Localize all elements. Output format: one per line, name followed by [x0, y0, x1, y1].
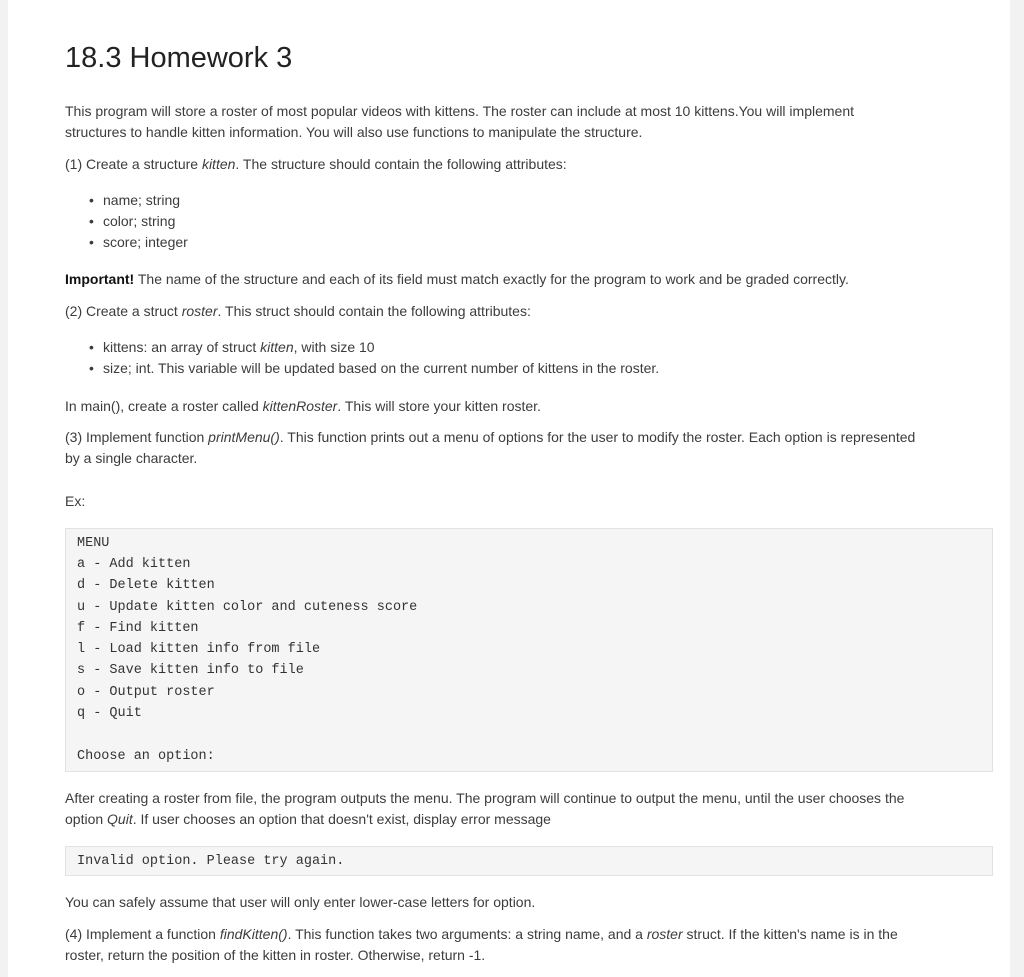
- main-note-prefix: In main(), create a roster called: [65, 398, 263, 414]
- after-menu-line-1: After creating a roster from file, the program outputs the menu. The program will continue to output the menu, until the user chooses the: [65, 790, 905, 806]
- intro-line-1: This program will store a roster of most popular videos with kittens. The roster can include at most 10 kittens.You will implement: [65, 103, 855, 119]
- step-4-em: findKitten(): [219, 926, 288, 942]
- step-1-prefix: (1) Create a structure: [65, 156, 202, 172]
- step-4-suffix: struct. If the kitten's name is in the: [682, 926, 898, 942]
- example-label: Ex:: [65, 493, 86, 509]
- main-note-suffix: . This will store your kitten roster.: [337, 398, 541, 414]
- step-2-em: roster: [181, 303, 218, 319]
- code-line: u - Update kitten color and cuteness score: [77, 600, 418, 615]
- step-2-prefix: (2) Create a struct: [65, 303, 182, 319]
- list-item: • size; int. This variable will be updated based on the current number of kittens in the roster.: [87, 358, 659, 379]
- step-1-paragraph: [65, 154, 993, 175]
- after-menu-line-2-suffix: . If user chooses an option that doesn't exist, display error message: [132, 811, 551, 827]
- step-3-suffix: . This function prints out a menu of options for the user to modify the roster. Each option is represented: [279, 429, 916, 445]
- roster-attr-1-prefix: kittens: an array of struct: [103, 339, 261, 355]
- step-4-middle: . This function takes two arguments: a string name, and a: [287, 926, 647, 942]
- menu-code-block: [65, 528, 993, 772]
- lowercase-note: You can safely assume that user will only enter lower-case letters for option.: [65, 894, 536, 910]
- intro-line-2: structures to handle kitten information. You will also use functions to manipulate the structure.: [65, 124, 643, 140]
- code-line: q - Quit: [77, 706, 142, 721]
- step-3-line-2: by a single character.: [65, 450, 198, 466]
- code-line: l - Load kitten info from file: [77, 642, 321, 657]
- kitten-attribute-list: [87, 190, 188, 253]
- step-3-prefix: (3) Implement function: [65, 429, 209, 445]
- code-line: o - Output roster: [77, 685, 215, 700]
- main-note: [65, 396, 993, 417]
- step-4-line-2: roster, return the position of the kitten in roster. Otherwise, return -1.: [65, 947, 486, 963]
- list-item: • name; string: [87, 190, 188, 211]
- code-line: Invalid option. Please try again.: [77, 854, 345, 869]
- roster-attribute-list: [87, 337, 659, 379]
- step-4-paragraph: [65, 924, 993, 966]
- roster-attr-1-em: kitten: [260, 339, 294, 355]
- important-text: The name of the structure and each of its field must match exactly for the program to work and be graded correctly.: [134, 271, 849, 287]
- step-1-em: kitten: [201, 156, 236, 172]
- page-title: 18.3 Homework 3: [65, 42, 293, 74]
- error-code-block: [65, 846, 993, 876]
- important-label: Important!: [65, 271, 135, 287]
- after-menu-line-2-em: Quit: [107, 811, 133, 827]
- step-2-paragraph: [65, 301, 993, 322]
- list-item: • score; integer: [87, 232, 188, 253]
- code-line: Choose an option:: [77, 749, 215, 764]
- list-item: • color; string: [87, 211, 188, 232]
- step-4-prefix: (4) Implement a function: [65, 926, 220, 942]
- after-menu-line-2-prefix: option: [65, 811, 108, 827]
- step-2-suffix: . This struct should contain the following attributes:: [217, 303, 531, 319]
- important-note: [65, 269, 993, 290]
- roster-attr-1-suffix: , with size 10: [293, 339, 375, 355]
- main-note-em: kittenRoster: [262, 398, 338, 414]
- step-4-em2: roster: [646, 926, 683, 942]
- after-menu-paragraph: [65, 788, 993, 830]
- step-3-paragraph: [65, 427, 993, 469]
- code-line: MENU: [77, 536, 110, 551]
- code-line: f - Find kitten: [77, 621, 199, 636]
- code-line: d - Delete kitten: [77, 578, 215, 593]
- step-1-suffix: . The structure should contain the following attributes:: [235, 156, 567, 172]
- intro-paragraph: [65, 101, 993, 143]
- code-line: a - Add kitten: [77, 557, 191, 572]
- list-item: [87, 337, 659, 358]
- step-3-em: printMenu(): [208, 429, 280, 445]
- code-line: s - Save kitten info to file: [77, 663, 304, 678]
